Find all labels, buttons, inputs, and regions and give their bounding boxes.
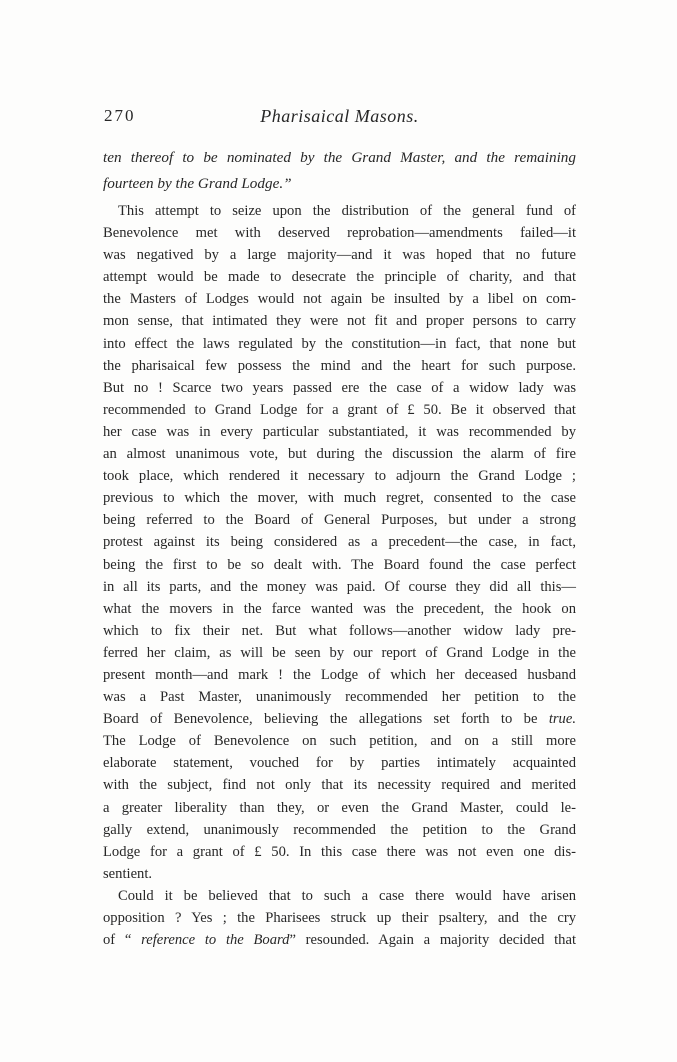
emphasized-text: true. — [548, 711, 576, 728]
text-block — [103, 145, 576, 951]
text-segment: sentient. — [103, 865, 153, 882]
text-segment: recommended to Grand Lodge for a grant of £ 50. Be it observed that — [103, 401, 576, 418]
text-segment: a greater liberality than they, or even the Grand Master, could le- — [103, 799, 576, 816]
text-segment: which to fix their net. But what follows—another widow lady pre- — [103, 622, 576, 639]
text-line — [103, 885, 576, 907]
text-line — [103, 531, 576, 553]
text-line — [103, 907, 576, 929]
text-line — [103, 222, 576, 244]
text-line — [103, 399, 576, 421]
text-line — [103, 620, 576, 642]
text-segment: the pharisaical few possess the mind and the heart for such purpose. — [103, 357, 576, 374]
text-column — [103, 106, 576, 951]
text-line — [103, 200, 576, 222]
paragraph-1 — [103, 200, 576, 885]
page-number: 270 — [104, 106, 136, 125]
text-segment: The Lodge of Benevolence on such petition, and on a still more — [103, 733, 576, 750]
text-line — [103, 333, 576, 355]
text-segment: the Masters of Lodges would not again be insulted by a libel on com- — [103, 291, 576, 308]
text-segment: previous to which the mover, with much regret, consented to the case — [103, 490, 576, 507]
text-segment: of “ — [103, 932, 142, 949]
text-segment: what the movers in the farce wanted was the precedent, the hook on — [103, 600, 576, 617]
text-line — [103, 487, 576, 509]
text-segment: Lodge for a grant of £ 50. In this case there was not even one dis- — [103, 843, 576, 860]
text-segment: gally extend, unanimously recommended the petition to the Grand — [103, 821, 576, 838]
text-line — [103, 421, 576, 443]
text-line — [103, 929, 576, 951]
page-header — [103, 106, 576, 132]
text-line — [103, 686, 576, 708]
text-line — [103, 642, 576, 664]
text-segment: Could it be believed that to such a case there would have arisen — [118, 887, 576, 904]
text-line — [103, 752, 576, 774]
text-line — [103, 664, 576, 686]
text-segment: opposition ? Yes ; the Pharisees struck up their psaltery, and the cry — [103, 910, 576, 926]
text-line — [103, 576, 576, 598]
text-line — [103, 509, 576, 531]
text-segment: ten thereof to be nominated by the Grand Master, and the remaining — [103, 149, 576, 166]
emphasized-text: reference to the Board — [141, 932, 290, 949]
opening-quote — [103, 145, 576, 196]
text-line — [103, 171, 576, 197]
text-segment: her case was in every particular substantiated, it was recommended by — [103, 423, 576, 440]
text-segment: took place, which rendered it necessary to adjourn the Grand Lodge ; — [103, 468, 576, 485]
text-line — [103, 841, 576, 863]
text-segment: was a Past Master, unanimously recommended her petition to the — [103, 689, 576, 706]
text-line — [103, 554, 576, 576]
text-segment: Benevolence met with deserved reprobation—amendments failed—it — [103, 225, 576, 242]
text-segment: an almost unanimous vote, but during the discussion the alarm of fire — [103, 446, 576, 463]
text-segment: being referred to the Board of General Purposes, but under a strong — [103, 512, 576, 529]
text-segment: with the subject, find not only that its necessity required and merited — [103, 777, 576, 794]
running-title: Pharisaical Masons. — [260, 106, 419, 126]
text-segment: But no ! Scarce two years passed ere the case of a widow lady was — [103, 379, 576, 396]
text-segment: elaborate statement, vouched for by parties intimately acquainted — [103, 755, 576, 772]
text-segment: in all its parts, and the money was paid. Of course they did all this— — [103, 578, 576, 595]
text-line — [103, 355, 576, 377]
text-line — [103, 310, 576, 332]
text-segment: was negatived by a large majority—and it was hoped that no future — [103, 247, 576, 264]
text-line — [103, 465, 576, 487]
text-line — [103, 708, 576, 730]
text-segment: This attempt to seize upon the distribution of the general fund of — [118, 203, 576, 219]
text-line — [103, 797, 576, 819]
text-line — [103, 443, 576, 465]
text-segment: mon sense, that intimated they were not fit and proper persons to carry — [103, 313, 576, 330]
text-line — [103, 598, 576, 620]
text-segment: into effect the laws regulated by the constitution—in fact, that none but — [103, 335, 576, 352]
text-segment: ferred her claim, as will be seen by our report of Grand Lodge in the — [103, 644, 576, 661]
text-segment: protest against its being considered as a precedent—the case, in fact, — [103, 534, 576, 551]
text-line — [103, 377, 576, 399]
text-line — [103, 266, 576, 288]
text-line — [103, 288, 576, 310]
text-segment: being the first to be so dealt with. The Board found the case perfect — [103, 556, 576, 573]
paragraph-2 — [103, 885, 576, 951]
text-line — [103, 819, 576, 841]
text-segment: fourteen by the Grand Lodge.” — [103, 174, 292, 192]
text-line — [103, 145, 576, 171]
text-line — [103, 863, 576, 885]
text-line — [103, 730, 576, 752]
text-segment: present month—and mark ! the Lodge of which her deceased husband — [103, 666, 576, 683]
text-line — [103, 244, 576, 266]
text-segment: ” resounded. Again a majority decided that — [289, 932, 576, 949]
text-line — [103, 774, 576, 796]
text-segment: Board of Benevolence, believing the allegations set forth to be — [103, 711, 549, 728]
text-segment: attempt would be made to desecrate the principle of charity, and that — [103, 269, 576, 286]
